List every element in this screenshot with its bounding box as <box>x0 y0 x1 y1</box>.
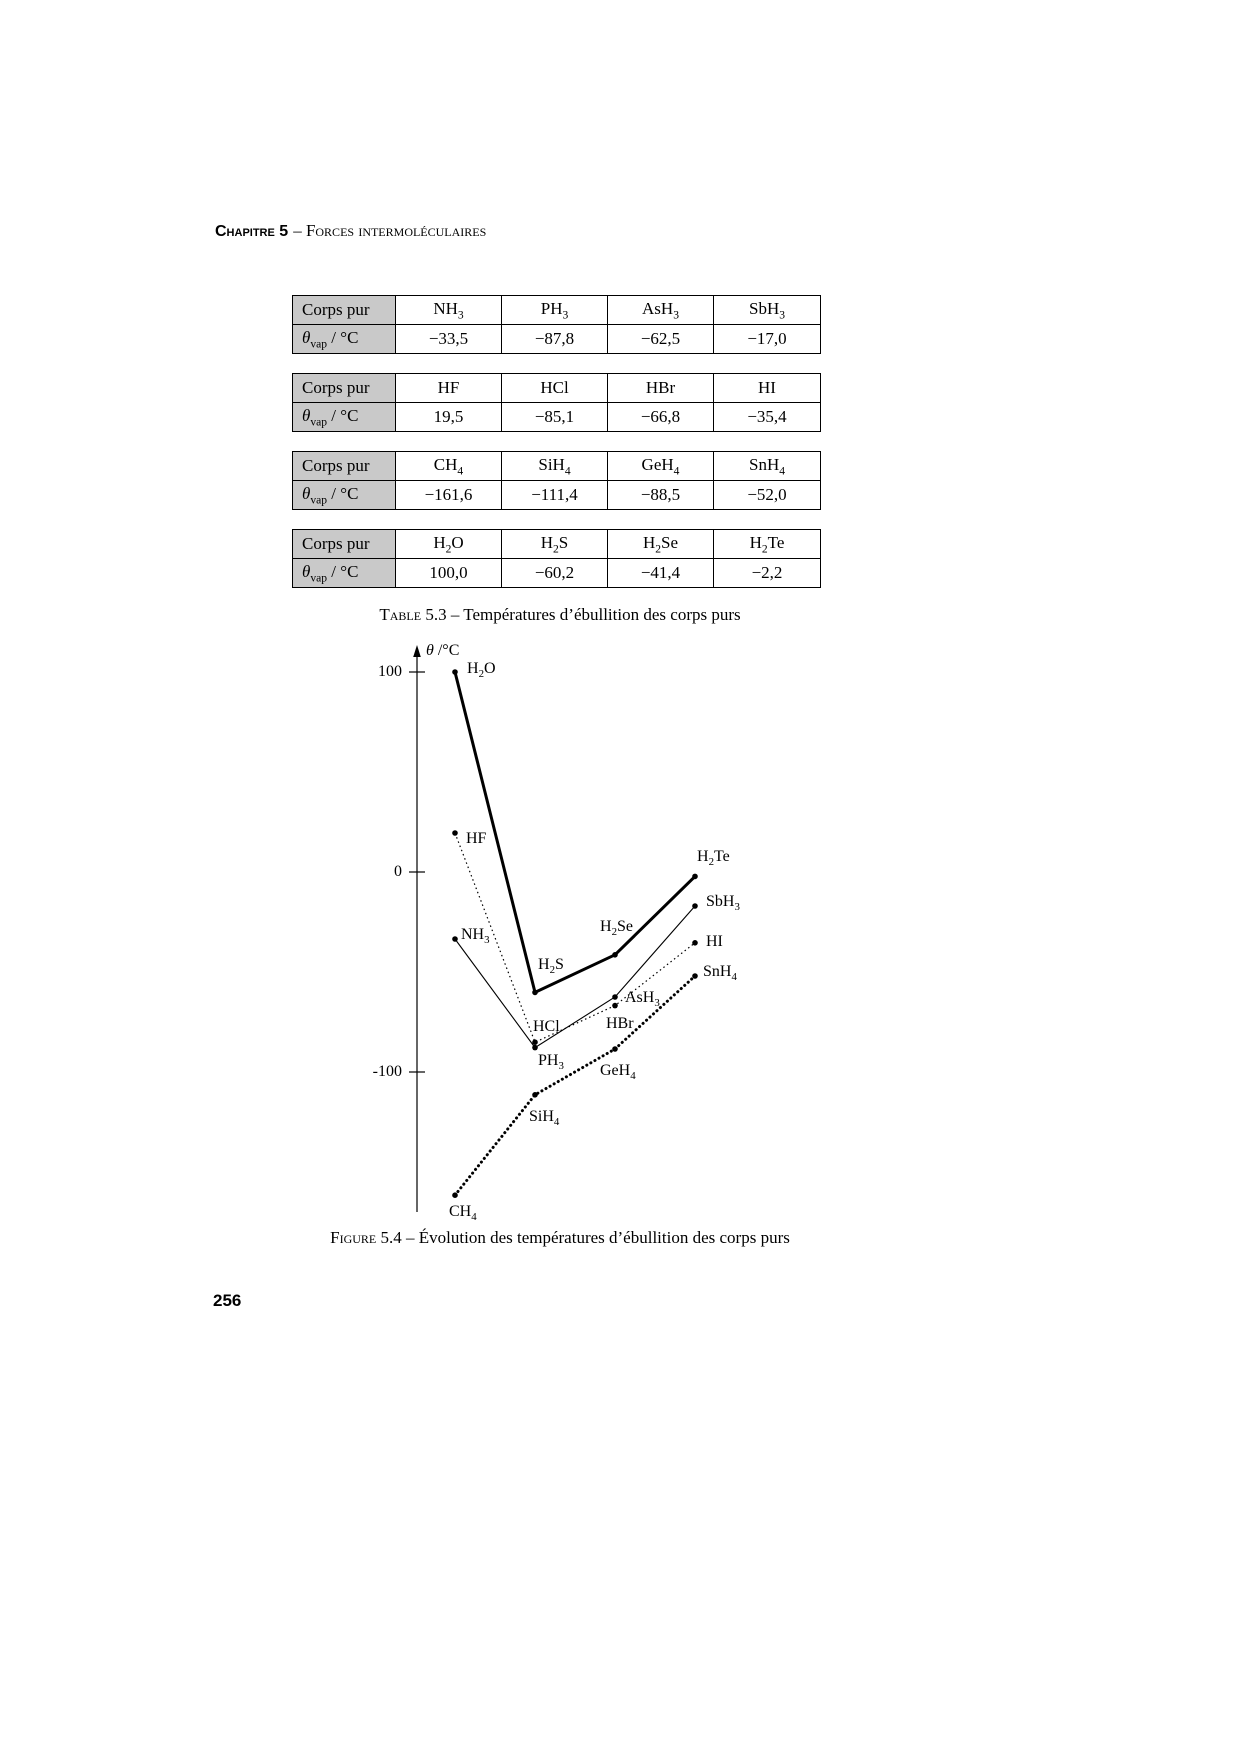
boiling-point-cell: −52,0 <box>714 481 821 510</box>
theta-unit: / °C <box>327 405 359 425</box>
compound-cell: $H_2Te$ <box>714 530 821 559</box>
theta-vap-row-label <box>293 481 396 510</box>
series-line-nh3 <box>455 906 695 1048</box>
table-caption-number: Table 5.3 <box>379 605 447 624</box>
boiling-point-cell: −161,6 <box>396 481 502 510</box>
boiling-point-cell: −66,8 <box>608 403 714 432</box>
compound-cell: SnH$_4$ <box>714 452 821 481</box>
boiling-point-cell: −88,5 <box>608 481 714 510</box>
compound-cell: HF <box>396 374 502 403</box>
boiling-point-cell: 100,0 <box>396 559 502 588</box>
theta-symbol: θ <box>426 642 434 659</box>
theta-symbol: θ <box>302 561 311 581</box>
boiling-point-cell: −41,4 <box>608 559 714 588</box>
compound-cell: HI <box>714 374 821 403</box>
data-point-hi <box>692 940 698 946</box>
boiling-point-cell: −17,0 <box>714 325 821 354</box>
data-point-h2se <box>612 952 618 958</box>
theta-unit: / °C <box>327 561 359 581</box>
theta-subscript: vap <box>310 571 328 585</box>
theta-unit: / °C <box>327 327 359 347</box>
table-row <box>293 296 821 325</box>
boiling-point-cell: −35,4 <box>714 403 821 432</box>
y-axis-arrow <box>413 645 421 657</box>
point-label-h2o: $H_2O$ <box>467 659 496 681</box>
point-label-sih4: SiH$_4$ <box>529 1107 560 1128</box>
data-point-hf <box>452 830 458 836</box>
data-point-ph3 <box>532 1045 538 1051</box>
table-row <box>293 481 821 510</box>
chapter-number: Chapitre 5 <box>215 223 289 240</box>
data-point-sbh3 <box>692 903 698 909</box>
data-point-h2s <box>532 990 538 996</box>
boiling-point-cell: −87,8 <box>502 325 608 354</box>
table-caption <box>215 605 905 625</box>
boiling-point-cell: −2,2 <box>714 559 821 588</box>
table-row <box>293 374 821 403</box>
theta-symbol: θ <box>302 405 311 425</box>
compound-cell: SiH$_4$ <box>502 452 608 481</box>
data-point-nh3 <box>452 936 458 942</box>
theta-vap-row-label <box>293 325 396 354</box>
page-number: 256 <box>213 1291 242 1310</box>
boiling-point-cell: −85,1 <box>502 403 608 432</box>
boiling-point-table-2 <box>292 373 821 432</box>
data-point-ch4 <box>452 1192 458 1198</box>
theta-subscript: vap <box>310 415 328 429</box>
point-label-sbh3: SbH$_3$ <box>706 892 740 914</box>
chapter-title: – Forces intermoléculaires <box>293 221 487 240</box>
point-label-ch4: $CH_4$ <box>449 1203 477 1224</box>
point-label-h2te: $H_2Te$ <box>697 848 730 869</box>
boiling-point-table-3 <box>292 451 821 510</box>
compound-cell: SbH$_3$ <box>714 296 821 325</box>
y-tick-label: 0 <box>394 863 402 880</box>
table-row <box>293 559 821 588</box>
corps-pur-label: Corps pur <box>293 452 396 481</box>
boiling-point-cell: −33,5 <box>396 325 502 354</box>
table-caption-text: – Températures d’ébullition des corps purs <box>446 605 741 624</box>
series-line-hf <box>455 833 695 1042</box>
boiling-point-cell: −60,2 <box>502 559 608 588</box>
compound-cell: $NH_3$ <box>396 296 502 325</box>
data-point-snh4 <box>692 973 698 979</box>
compound-cell: $H_2S$ <box>502 530 608 559</box>
y-tick-label: -100 <box>372 1063 402 1080</box>
boiling-point-cell: 19,5 <box>396 403 502 432</box>
compound-cell: $CH_4$ <box>396 452 502 481</box>
theta-symbol: θ <box>302 327 311 347</box>
boiling-point-table-4 <box>292 529 821 588</box>
y-axis-unit: /°C <box>433 642 460 659</box>
data-point-geh4 <box>612 1046 618 1052</box>
table-row <box>293 452 821 481</box>
compound-cell: HCl <box>502 374 608 403</box>
data-point-h2o <box>452 669 458 675</box>
figure-caption-number: Figure 5.4 <box>330 1228 402 1247</box>
y-tick-label: 100 <box>378 663 402 680</box>
data-point-ash3 <box>612 994 618 1000</box>
data-point-hbr <box>612 1003 618 1009</box>
compound-cell: $PH_3$ <box>502 296 608 325</box>
point-label-hf: HF <box>466 830 487 847</box>
figure-caption <box>215 1228 905 1248</box>
data-point-h2te <box>692 874 698 880</box>
point-label-geh4: GeH$_4$ <box>600 1061 636 1083</box>
boiling-point-cell: −111,4 <box>502 481 608 510</box>
theta-vap-row-label <box>293 403 396 432</box>
point-label-hi: HI <box>706 932 723 950</box>
series-line-h2o <box>455 672 695 992</box>
compound-cell: $H_2O$ <box>396 530 502 559</box>
chapter-header <box>215 221 486 241</box>
figure-5-4-chart <box>330 640 820 1252</box>
theta-subscript: vap <box>310 493 328 507</box>
corps-pur-label: Corps pur <box>293 530 396 559</box>
point-label-nh3: $NH_3$ <box>461 925 490 947</box>
point-label-hcl: HCl <box>533 1018 560 1036</box>
boiling-point-chart-canvas <box>330 640 820 1252</box>
compound-cell: HBr <box>608 374 714 403</box>
point-label-h2se: $H_2Se$ <box>600 917 633 938</box>
point-label-ph3: $PH_3$ <box>538 1051 564 1072</box>
table-row <box>293 530 821 559</box>
corps-pur-label: Corps pur <box>293 296 396 325</box>
y-axis-title <box>426 642 459 660</box>
boiling-point-table-1 <box>292 295 821 354</box>
point-label-snh4: SnH$_4$ <box>703 962 737 984</box>
figure-caption-text: – Évolution des températures d’ébullition des corps purs <box>401 1228 790 1247</box>
compound-cell: AsH$_3$ <box>608 296 714 325</box>
compound-cell: GeH$_4$ <box>608 452 714 481</box>
point-label-hbr: HBr <box>606 1014 634 1032</box>
boiling-point-cell: −62,5 <box>608 325 714 354</box>
compound-cell: $H_2Se$ <box>608 530 714 559</box>
theta-symbol: θ <box>302 483 311 503</box>
table-row <box>293 403 821 432</box>
table-row <box>293 325 821 354</box>
theta-vap-row-label <box>293 559 396 588</box>
theta-unit: / °C <box>327 483 359 503</box>
corps-pur-label: Corps pur <box>293 374 396 403</box>
theta-subscript: vap <box>310 337 328 351</box>
data-point-sih4 <box>532 1092 538 1098</box>
point-label-ash3: AsH$_3$ <box>625 988 660 1010</box>
point-label-h2s: $H_2S$ <box>538 956 564 977</box>
